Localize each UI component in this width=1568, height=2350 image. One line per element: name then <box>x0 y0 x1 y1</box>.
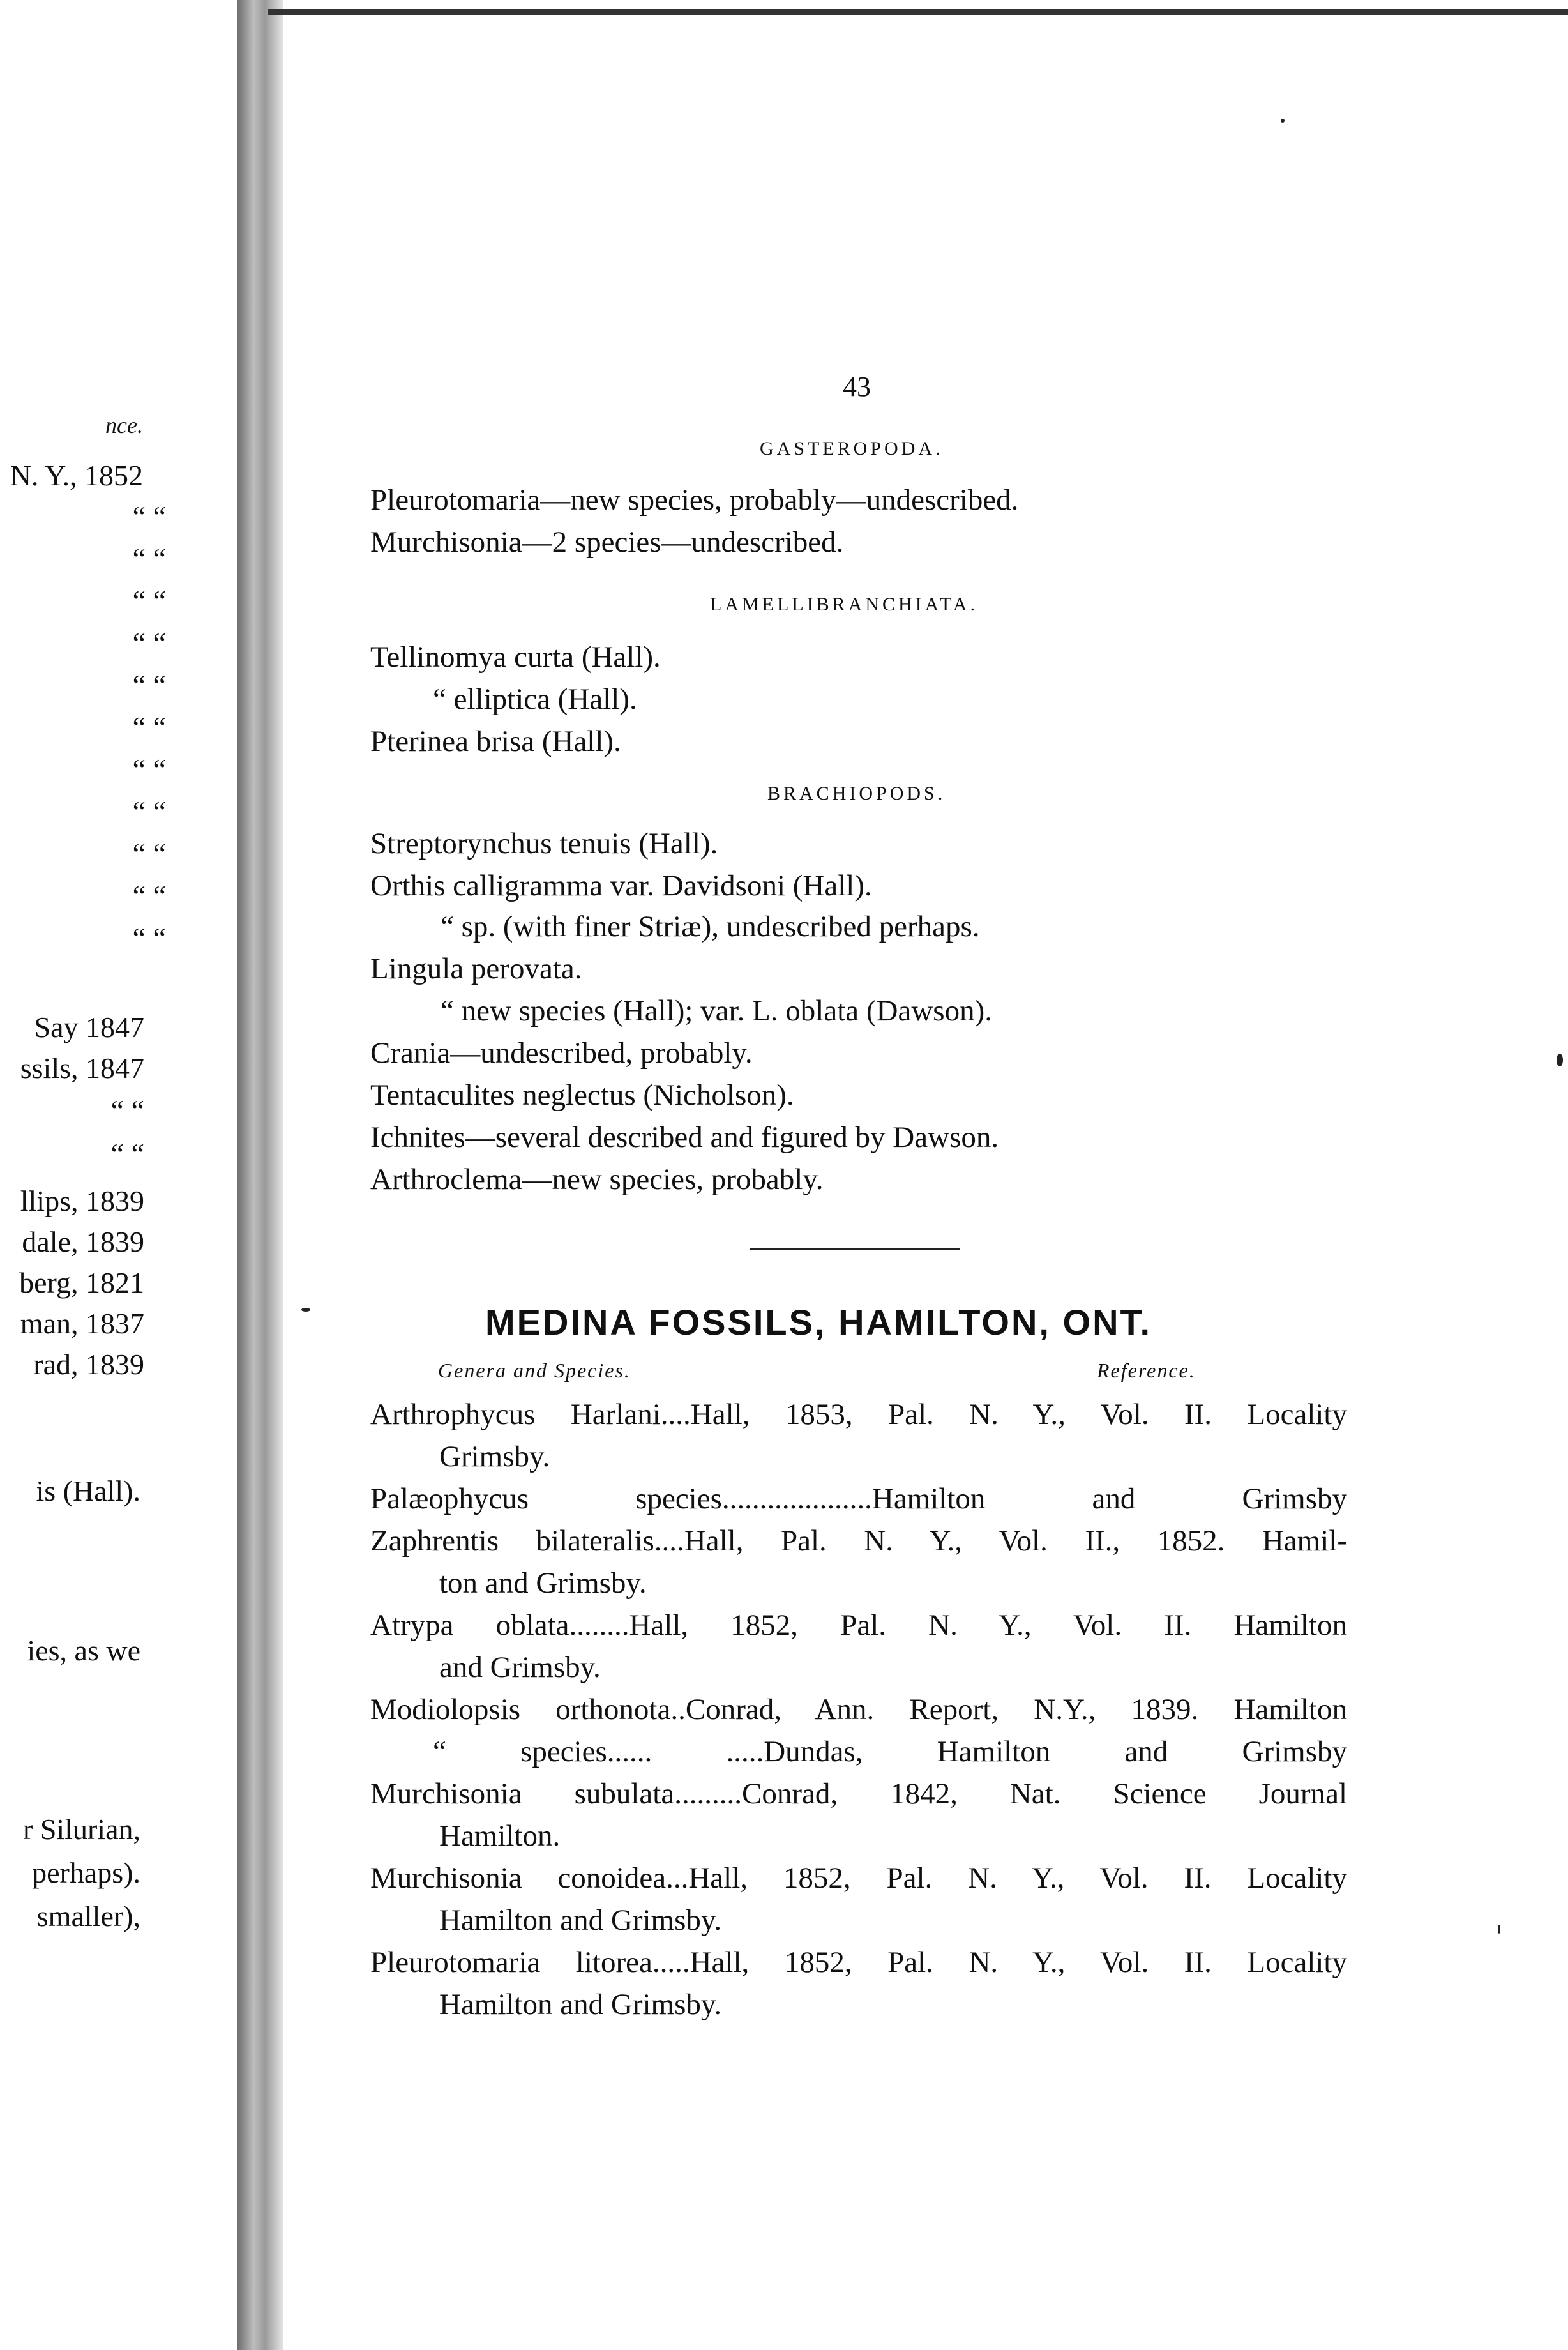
fossil-entry <box>370 1604 1347 1688</box>
prev-line: “ “ <box>132 711 166 743</box>
scan-speck <box>301 1308 310 1312</box>
entry-line: Arthrophycus Harlani....Hall, 1853, Pal. N. Y., Vol. II. Locality <box>370 1398 1347 1431</box>
prev-line: llips, 1839 <box>20 1185 144 1217</box>
column-header-reference: Reference. <box>1097 1359 1196 1382</box>
text-line: Murchisonia—2 species—undescribed. <box>370 526 844 559</box>
prev-line: “ “ <box>132 584 166 617</box>
text-line: Lingula perovata. <box>370 952 582 985</box>
prev-line: “ “ <box>110 1137 144 1170</box>
entry-line: Zaphrentis bilateralis....Hall, Pal. N. Y., Vol. II., 1852. Hamil- <box>370 1524 1347 1558</box>
text-line: Tellinomya curta (Hall). <box>370 641 661 674</box>
prev-line: “ “ <box>132 795 166 828</box>
fossil-entry <box>370 1731 1347 1773</box>
section-divider <box>750 1248 960 1250</box>
prev-line: berg, 1821 <box>19 1266 144 1299</box>
text-line: Ichnites—several described and figured by Dawson. <box>370 1121 999 1154</box>
section-title-medina: MEDINA FOSSILS, HAMILTON, ONT. <box>485 1302 1152 1342</box>
page-top-edge <box>268 9 1568 15</box>
entry-continuation: Hamilton and Grimsby. <box>439 1988 722 2021</box>
fossil-entry <box>370 1941 1347 2026</box>
scan-speck <box>1498 1925 1500 1934</box>
scan-speck <box>1557 1054 1563 1066</box>
prev-line: nce. <box>105 413 143 438</box>
text-line: Streptorynchus tenuis (Hall). <box>370 827 718 860</box>
prev-line: “ “ <box>132 753 166 785</box>
section-heading-gasteropoda: GASTEROPODA. <box>760 438 944 459</box>
prev-line: r Silurian, <box>23 1813 140 1846</box>
entry-line: Atrypa oblata........Hall, 1852, Pal. N. Y., Vol. II. Hamilton <box>370 1609 1347 1642</box>
column-header-genera: Genera and Species. <box>438 1359 631 1382</box>
book-gutter <box>237 0 283 2350</box>
entry-continuation: ton and Grimsby. <box>439 1566 647 1600</box>
text-line: “ sp. (with finer Striæ), undescribed perhaps. <box>441 910 980 943</box>
fossil-entry <box>370 1688 1347 1731</box>
entry-line: “ species...... .....Dundas, Hamilton and Grimsby <box>433 1735 1347 1768</box>
text-line: Pleurotomaria—new species, probably—undescribed. <box>370 483 1019 517</box>
fossil-entry <box>370 1393 1347 1478</box>
entry-line: Palæophycus species....................Hamilton and Grimsby <box>370 1482 1347 1515</box>
entry-continuation: and Grimsby. <box>439 1651 601 1684</box>
prev-line: ssils, 1847 <box>20 1052 144 1084</box>
prev-line: perhaps). <box>32 1856 140 1889</box>
text-line: Arthroclema—new species, probably. <box>370 1163 824 1196</box>
entry-continuation: Hamilton. <box>439 1819 561 1853</box>
prev-line: man, 1837 <box>20 1307 144 1340</box>
previous-page-fragment <box>0 0 237 2350</box>
fossil-entry <box>370 1520 1347 1604</box>
prev-line: dale, 1839 <box>22 1225 144 1258</box>
text-line: Pterinea brisa (Hall). <box>370 725 621 758</box>
prev-line: “ “ <box>132 500 166 533</box>
prev-line: “ “ <box>110 1094 144 1126</box>
text-line: “ elliptica (Hall). <box>433 683 637 716</box>
prev-line: “ “ <box>132 837 166 870</box>
entry-line: Modiolopsis orthonota..Conrad, Ann. Report, N.Y., 1839. Hamilton <box>370 1693 1347 1726</box>
entry-line: Murchisonia conoidea...Hall, 1852, Pal. N. Y., Vol. II. Locality <box>370 1861 1347 1895</box>
entry-continuation: Hamilton and Grimsby. <box>439 1904 722 1937</box>
fossil-entry <box>370 1773 1347 1857</box>
fossil-entry <box>370 1478 1347 1520</box>
prev-line: ies, as we <box>27 1634 140 1667</box>
prev-line: “ “ <box>132 879 166 912</box>
prev-line: is (Hall). <box>36 1474 140 1507</box>
prev-line: “ “ <box>132 626 166 659</box>
page-number: 43 <box>843 371 871 402</box>
prev-line: “ “ <box>132 542 166 575</box>
section-heading-brachiopods: BRACHIOPODS. <box>767 783 946 804</box>
section-heading-lamellibranchiata: LAMELLIBRANCHIATA. <box>710 594 979 615</box>
prev-line: smaller), <box>36 1900 140 1932</box>
prev-line: N. Y., 1852 <box>10 459 143 492</box>
scan-speck <box>1281 119 1285 123</box>
entry-continuation: Grimsby. <box>439 1440 550 1473</box>
prev-line: “ “ <box>132 669 166 701</box>
entry-line: Pleurotomaria litorea.....Hall, 1852, Pal. N. Y., Vol. II. Locality <box>370 1946 1347 1979</box>
prev-line: rad, 1839 <box>33 1348 144 1381</box>
text-line: Orthis calligramma var. Davidsoni (Hall). <box>370 869 872 902</box>
text-line: Crania—undescribed, probably. <box>370 1036 753 1070</box>
text-line: “ new species (Hall); var. L. oblata (Dawson). <box>441 994 992 1027</box>
fossil-entry <box>370 1857 1347 1941</box>
entry-line: Murchisonia subulata.........Conrad, 1842, Nat. Science Journal <box>370 1777 1347 1810</box>
text-line: Tentaculites neglectus (Nicholson). <box>370 1079 794 1112</box>
prev-line: “ “ <box>132 921 166 954</box>
prev-line: Say 1847 <box>34 1011 144 1043</box>
